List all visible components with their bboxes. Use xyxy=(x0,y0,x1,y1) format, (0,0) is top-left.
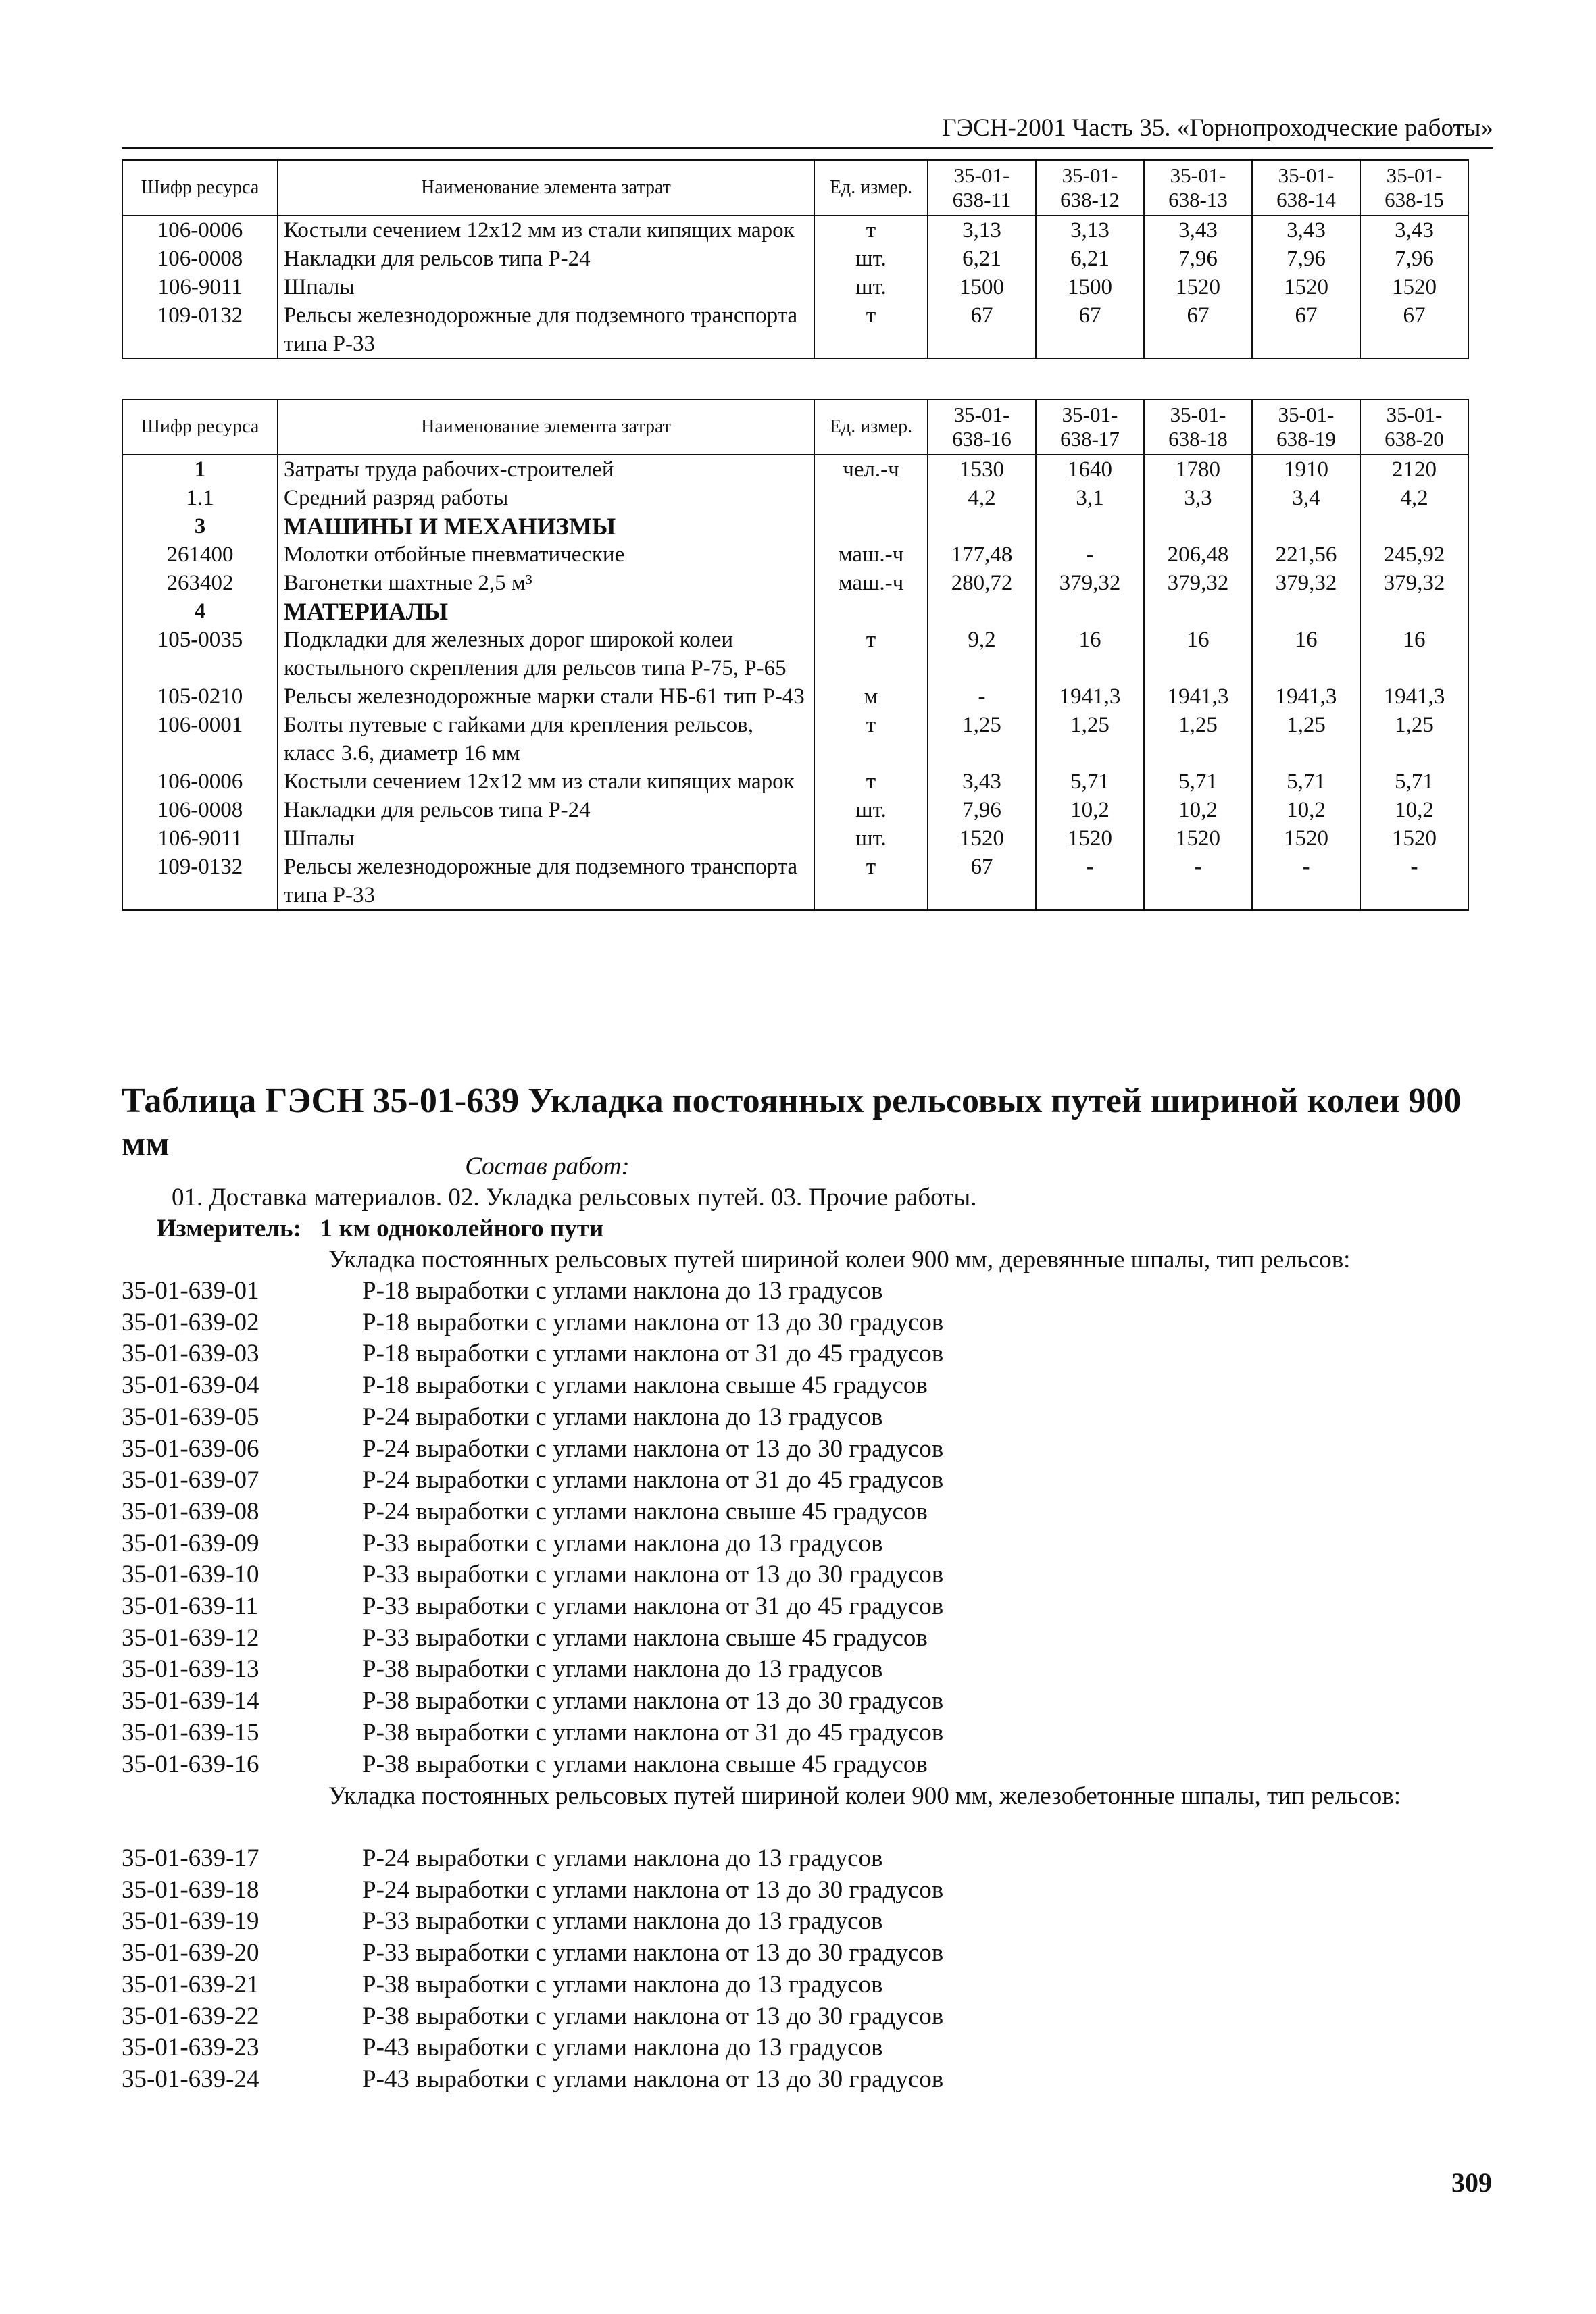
cell-value: 1941,3 xyxy=(1036,682,1144,711)
cell-code: 1.1 xyxy=(122,484,278,512)
cell-value: 3,4 xyxy=(1252,484,1360,512)
cell-value xyxy=(1144,512,1252,540)
cell-value: 245,92 xyxy=(1360,540,1468,569)
cell-unit xyxy=(814,484,928,512)
cell-value: 1640 xyxy=(1036,455,1144,484)
cell-value xyxy=(1360,597,1468,626)
list-item xyxy=(122,2032,943,2064)
cell-value: 67 xyxy=(928,301,1036,359)
cell-value: 16 xyxy=(1252,626,1360,682)
cell-value: 3,1 xyxy=(1036,484,1144,512)
cell-unit: маш.-ч xyxy=(814,540,928,569)
cell-unit: маш.-ч xyxy=(814,569,928,597)
item-description: Р-43 выработки с углами наклона до 13 градусов xyxy=(362,2034,883,2062)
cell-name: МАШИНЫ И МЕХАНИЗМЫ xyxy=(278,512,814,540)
cell-unit: т xyxy=(814,301,928,359)
item-description: Р-38 выработки с углами наклона от 31 до 45 градусов xyxy=(362,1718,944,1746)
works-list: 01. Доставка материалов. 02. Укладка рельсовых путей. 03. Прочие работы. xyxy=(172,1184,977,1211)
measure-value: 1 км одноколейного пути xyxy=(320,1215,604,1242)
cell-value: - xyxy=(1360,853,1468,910)
cell-value: - xyxy=(928,682,1036,711)
cell-name: Рельсы железнодорожные для подземного транспорта типа Р-33 xyxy=(278,301,814,359)
cell-unit: шт. xyxy=(814,824,928,853)
cell-unit: шт. xyxy=(814,245,928,273)
item-code: 35-01-639-20 xyxy=(122,1939,259,1967)
list-item xyxy=(122,1559,943,1591)
cell-value: 1520 xyxy=(1144,273,1252,301)
header-name: Наименование элемента затрат xyxy=(278,160,814,216)
item-description: Р-18 выработки с углами наклона от 13 до 30 градусов xyxy=(362,1308,944,1336)
section-title: Таблица ГЭСН 35-01-639 Укладка постоянных рельсовых путей шириной колеи 900 мм xyxy=(122,1082,1462,1163)
header-col: 35-01- 638-18 xyxy=(1144,399,1252,455)
list-item xyxy=(122,1591,943,1623)
cell-value: 2120 xyxy=(1360,455,1468,484)
item-description: Р-33 выработки с углами наклона до 13 градусов xyxy=(362,1907,883,1936)
list-item xyxy=(122,1338,943,1370)
header-col: 35-01- 638-15 xyxy=(1360,160,1468,216)
header-col: 35-01- 638-16 xyxy=(928,399,1036,455)
cell-unit: т xyxy=(814,853,928,910)
cell-name: Вагонетки шахтные 2,5 м³ xyxy=(278,569,814,597)
list-item xyxy=(122,1370,943,1402)
item-description: Р-24 выработки с углами наклона от 31 до 45 градусов xyxy=(362,1466,944,1494)
cell-value: - xyxy=(1144,853,1252,910)
cell-unit: шт. xyxy=(814,273,928,301)
item-code: 35-01-639-06 xyxy=(122,1434,259,1463)
header-code: Шифр ресурса xyxy=(122,160,278,216)
cell-value: 379,32 xyxy=(1144,569,1252,597)
cell-value: 1,25 xyxy=(928,711,1036,768)
cell-value: 1520 xyxy=(1252,824,1360,853)
code-list-wooden xyxy=(122,1276,943,1780)
cell-code: 105-0210 xyxy=(122,682,278,711)
header-col: 35-01- 638-19 xyxy=(1252,399,1360,455)
item-code: 35-01-639-01 xyxy=(122,1277,259,1305)
item-code: 35-01-639-13 xyxy=(122,1655,259,1684)
cell-code: 3 xyxy=(122,512,278,540)
item-code: 35-01-639-16 xyxy=(122,1750,259,1778)
intro-wooden-sleepers: Укладка постоянных рельсовых путей шириной колеи 900 мм, деревянные шпалы, тип рельсов: xyxy=(328,1246,1351,1274)
cell-value xyxy=(1036,512,1144,540)
intro-concrete-sleepers: Укладка постоянных рельсовых путей шириной колеи 900 мм, железобетонные шпалы, тип рельсов: xyxy=(328,1782,1401,1810)
cell-value: 16 xyxy=(1036,626,1144,682)
item-code: 35-01-639-19 xyxy=(122,1907,259,1936)
cell-value xyxy=(1036,597,1144,626)
cell-value: 67 xyxy=(1144,301,1252,359)
item-code: 35-01-639-08 xyxy=(122,1497,259,1526)
composition-label: Состав работ: xyxy=(465,1153,630,1180)
cell-value: 7,96 xyxy=(928,796,1036,824)
cell-value: 1520 xyxy=(928,824,1036,853)
cell-value: 3,13 xyxy=(1036,216,1144,245)
item-code: 35-01-639-23 xyxy=(122,2034,259,2062)
cell-value: 10,2 xyxy=(1036,796,1144,824)
item-description: Р-38 выработки с углами наклона от 13 до 30 градусов xyxy=(362,1687,944,1715)
cell-value: 1520 xyxy=(1036,824,1144,853)
cell-value: 4,2 xyxy=(1360,484,1468,512)
cell-unit: т xyxy=(814,626,928,682)
cell-value: 3,43 xyxy=(1252,216,1360,245)
cell-value: 3,43 xyxy=(1144,216,1252,245)
list-item xyxy=(122,1938,943,1969)
list-item xyxy=(122,1528,943,1560)
cell-value: 5,71 xyxy=(1252,768,1360,796)
cell-value: 1941,3 xyxy=(1252,682,1360,711)
cell-code: 263402 xyxy=(122,569,278,597)
header-unit: Ед. измер. xyxy=(814,160,928,216)
cell-name: Рельсы железнодорожные для подземного транспорта типа Р-33 xyxy=(278,853,814,910)
item-code: 35-01-639-22 xyxy=(122,2002,259,2030)
cell-unit: м xyxy=(814,682,928,711)
cell-value xyxy=(928,597,1036,626)
table-row xyxy=(122,455,1468,484)
cell-name: Шпалы xyxy=(278,273,814,301)
header-col: 35-01- 638-14 xyxy=(1252,160,1360,216)
cell-value xyxy=(1252,597,1360,626)
cell-name: Рельсы железнодорожные марки стали НБ-61 тип Р-43 xyxy=(278,682,814,711)
cell-value: 6,21 xyxy=(928,245,1036,273)
page-number: 309 xyxy=(1451,2167,1492,2198)
cell-value: 1520 xyxy=(1360,824,1468,853)
item-description: Р-24 выработки с углами наклона от 13 до 30 градусов xyxy=(362,1434,944,1463)
cell-value: 1520 xyxy=(1360,273,1468,301)
cell-value: 67 xyxy=(1360,301,1468,359)
item-code: 35-01-639-15 xyxy=(122,1718,259,1746)
cell-value: 5,71 xyxy=(1036,768,1144,796)
cell-value: 177,48 xyxy=(928,540,1036,569)
cell-value: 16 xyxy=(1360,626,1468,682)
cell-code: 109-0132 xyxy=(122,301,278,359)
cell-code: 4 xyxy=(122,597,278,626)
cell-code: 106-0001 xyxy=(122,711,278,768)
header-code: Шифр ресурса xyxy=(122,399,278,455)
cell-value: 10,2 xyxy=(1252,796,1360,824)
cell-value: 1,25 xyxy=(1252,711,1360,768)
cell-value: 67 xyxy=(928,853,1036,910)
list-item xyxy=(122,2064,943,2096)
item-code: 35-01-639-18 xyxy=(122,1876,259,1904)
item-description: Р-24 выработки с углами наклона свыше 45 градусов xyxy=(362,1497,928,1526)
cell-unit: шт. xyxy=(814,796,928,824)
table-row xyxy=(122,768,1468,796)
cell-value: 1941,3 xyxy=(1360,682,1468,711)
list-item xyxy=(122,1307,943,1339)
header-col: 35-01- 638-12 xyxy=(1036,160,1144,216)
cell-code: 105-0035 xyxy=(122,626,278,682)
cell-value: 10,2 xyxy=(1144,796,1252,824)
table-row xyxy=(122,216,1468,245)
list-item xyxy=(122,1717,943,1749)
cell-value: 1941,3 xyxy=(1144,682,1252,711)
cell-value: 379,32 xyxy=(1360,569,1468,597)
item-code: 35-01-639-04 xyxy=(122,1372,259,1400)
item-description: Р-38 выработки с углами наклона от 13 до 30 градусов xyxy=(362,2002,944,2030)
cell-value: 3,43 xyxy=(1360,216,1468,245)
table-row xyxy=(122,569,1468,597)
item-description: Р-33 выработки с углами наклона от 31 до 45 градусов xyxy=(362,1592,944,1621)
item-description: Р-33 выработки с углами наклона от 13 до 30 градусов xyxy=(362,1939,944,1967)
measure-line xyxy=(157,1213,603,1244)
table-row xyxy=(122,540,1468,569)
table-row xyxy=(122,512,1468,540)
cell-value: 1530 xyxy=(928,455,1036,484)
cell-unit: т xyxy=(814,216,928,245)
table-row xyxy=(122,301,1468,359)
table-row xyxy=(122,796,1468,824)
cell-value: - xyxy=(1036,540,1144,569)
code-list-concrete xyxy=(122,1843,943,2096)
item-description: Р-24 выработки с углами наклона до 13 градусов xyxy=(362,1403,883,1431)
list-item xyxy=(122,1843,943,1875)
cell-value: 1500 xyxy=(928,273,1036,301)
cell-value: 67 xyxy=(1036,301,1144,359)
cell-name: Подкладки для железных дорог широкой колеи костыльного скрепления для рельсов типа Р-75, Р-65 xyxy=(278,626,814,682)
cell-value: 5,71 xyxy=(1144,768,1252,796)
list-item xyxy=(122,1623,943,1655)
header-name: Наименование элемента затрат xyxy=(278,399,814,455)
item-code: 35-01-639-05 xyxy=(122,1403,259,1431)
cell-value: 1780 xyxy=(1144,455,1252,484)
cell-value: 4,2 xyxy=(928,484,1036,512)
cell-value: 221,56 xyxy=(1252,540,1360,569)
cell-value xyxy=(1144,597,1252,626)
item-description: Р-24 выработки с углами наклона до 13 градусов xyxy=(362,1844,883,1872)
item-code: 35-01-639-12 xyxy=(122,1624,259,1652)
table-row xyxy=(122,853,1468,910)
cell-value: 16 xyxy=(1144,626,1252,682)
header-col: 35-01- 638-13 xyxy=(1144,160,1252,216)
item-description: Р-33 выработки с углами наклона свыше 45 градусов xyxy=(362,1624,928,1652)
cell-value: 379,32 xyxy=(1252,569,1360,597)
cell-value: 1,25 xyxy=(1036,711,1144,768)
cell-value: 3,3 xyxy=(1144,484,1252,512)
cell-value: 67 xyxy=(1252,301,1360,359)
cell-code: 106-9011 xyxy=(122,824,278,853)
header-unit: Ед. измер. xyxy=(814,399,928,455)
item-description: Р-33 выработки с углами наклона до 13 градусов xyxy=(362,1529,883,1557)
table-row xyxy=(122,682,1468,711)
cell-value: 7,96 xyxy=(1360,245,1468,273)
cell-code: 106-0006 xyxy=(122,216,278,245)
item-description: Р-24 выработки с углами наклона от 13 до 30 градусов xyxy=(362,1876,944,1904)
cell-value xyxy=(928,512,1036,540)
cell-value: 206,48 xyxy=(1144,540,1252,569)
item-description: Р-18 выработки с углами наклона свыше 45 градусов xyxy=(362,1372,928,1400)
cell-name: Накладки для рельсов типа Р-24 xyxy=(278,796,814,824)
cell-value: 7,96 xyxy=(1252,245,1360,273)
list-item xyxy=(122,1402,943,1434)
list-item xyxy=(122,1465,943,1496)
list-item xyxy=(122,1654,943,1686)
item-description: Р-38 выработки с углами наклона до 13 градусов xyxy=(362,1655,883,1684)
cell-unit: т xyxy=(814,711,928,768)
item-description: Р-18 выработки с углами наклона до 13 градусов xyxy=(362,1277,883,1305)
item-description: Р-33 выработки с углами наклона от 13 до 30 градусов xyxy=(362,1561,944,1589)
cell-code: 1 xyxy=(122,455,278,484)
list-item xyxy=(122,1749,943,1781)
cell-value: 3,43 xyxy=(928,768,1036,796)
cell-code: 106-9011 xyxy=(122,273,278,301)
cell-value: 1,25 xyxy=(1144,711,1252,768)
cell-value: 1520 xyxy=(1144,824,1252,853)
list-item xyxy=(122,1496,943,1528)
list-item xyxy=(122,1434,943,1465)
item-code: 35-01-639-24 xyxy=(122,2065,259,2093)
item-code: 35-01-639-03 xyxy=(122,1340,259,1368)
cell-unit: чел.-ч xyxy=(814,455,928,484)
cell-value: 1,25 xyxy=(1360,711,1468,768)
cell-code: 106-0008 xyxy=(122,245,278,273)
cell-name: Средний разряд работы xyxy=(278,484,814,512)
item-code: 35-01-639-02 xyxy=(122,1308,259,1336)
cell-code: 261400 xyxy=(122,540,278,569)
list-item xyxy=(122,1906,943,1938)
list-item xyxy=(122,1276,943,1307)
list-item xyxy=(122,1969,943,2001)
cell-unit: т xyxy=(814,768,928,796)
item-code: 35-01-639-07 xyxy=(122,1466,259,1494)
cell-code: 109-0132 xyxy=(122,853,278,910)
table-row xyxy=(122,626,1468,682)
cell-value xyxy=(1360,512,1468,540)
cell-value: - xyxy=(1252,853,1360,910)
header-col: 35-01- 638-20 xyxy=(1360,399,1468,455)
table-row xyxy=(122,824,1468,853)
cell-code: 106-0006 xyxy=(122,768,278,796)
item-description: Р-43 выработки с углами наклона от 13 до 30 градусов xyxy=(362,2065,944,2093)
item-code: 35-01-639-09 xyxy=(122,1529,259,1557)
list-item xyxy=(122,1875,943,1907)
item-code: 35-01-639-10 xyxy=(122,1561,259,1589)
cell-name: Костыли сечением 12х12 мм из стали кипящих марок xyxy=(278,216,814,245)
item-code: 35-01-639-14 xyxy=(122,1687,259,1715)
cell-code: 106-0008 xyxy=(122,796,278,824)
header-col: 35-01- 638-11 xyxy=(928,160,1036,216)
cell-name: Накладки для рельсов типа Р-24 xyxy=(278,245,814,273)
cell-name: Шпалы xyxy=(278,824,814,853)
item-code: 35-01-639-11 xyxy=(122,1592,259,1621)
cell-value xyxy=(1252,512,1360,540)
cell-value: 1910 xyxy=(1252,455,1360,484)
cell-value: 280,72 xyxy=(928,569,1036,597)
cell-value: 3,13 xyxy=(928,216,1036,245)
cell-name: Затраты труда рабочих-строителей xyxy=(278,455,814,484)
table-row xyxy=(122,711,1468,768)
cell-value: 10,2 xyxy=(1360,796,1468,824)
cell-value: 1520 xyxy=(1252,273,1360,301)
cell-name: Костыли сечением 12х12 мм из стали кипящих марок xyxy=(278,768,814,796)
item-description: Р-38 выработки с углами наклона до 13 градусов xyxy=(362,1970,883,1998)
cell-value: 7,96 xyxy=(1144,245,1252,273)
table-row xyxy=(122,597,1468,626)
item-description: Р-38 выработки с углами наклона свыше 45 градусов xyxy=(362,1750,928,1778)
table-row xyxy=(122,273,1468,301)
resources-table-1 xyxy=(122,159,1469,359)
cell-unit xyxy=(814,512,928,540)
cell-name: МАТЕРИАЛЫ xyxy=(278,597,814,626)
header-col: 35-01- 638-17 xyxy=(1036,399,1144,455)
table-row xyxy=(122,484,1468,512)
table-row xyxy=(122,245,1468,273)
cell-name: Болты путевые с гайками для крепления рельсов, класс 3.6, диаметр 16 мм xyxy=(278,711,814,768)
resources-table-2 xyxy=(122,399,1469,911)
running-header: ГЭСН-2001 Часть 35. «Горнопроходческие работы» xyxy=(122,114,1493,149)
cell-value: 379,32 xyxy=(1036,569,1144,597)
item-description: Р-18 выработки с углами наклона от 31 до 45 градусов xyxy=(362,1340,944,1368)
list-item xyxy=(122,1686,943,1717)
list-item xyxy=(122,2001,943,2033)
cell-value: 1500 xyxy=(1036,273,1144,301)
cell-value: - xyxy=(1036,853,1144,910)
cell-value: 5,71 xyxy=(1360,768,1468,796)
cell-unit xyxy=(814,597,928,626)
cell-name: Молотки отбойные пневматические xyxy=(278,540,814,569)
cell-value: 6,21 xyxy=(1036,245,1144,273)
item-code: 35-01-639-21 xyxy=(122,1970,259,1998)
measure-label: Измеритель: xyxy=(157,1215,301,1242)
cell-value: 9,2 xyxy=(928,626,1036,682)
item-code: 35-01-639-17 xyxy=(122,1844,259,1872)
composition-heading xyxy=(0,1151,845,1182)
